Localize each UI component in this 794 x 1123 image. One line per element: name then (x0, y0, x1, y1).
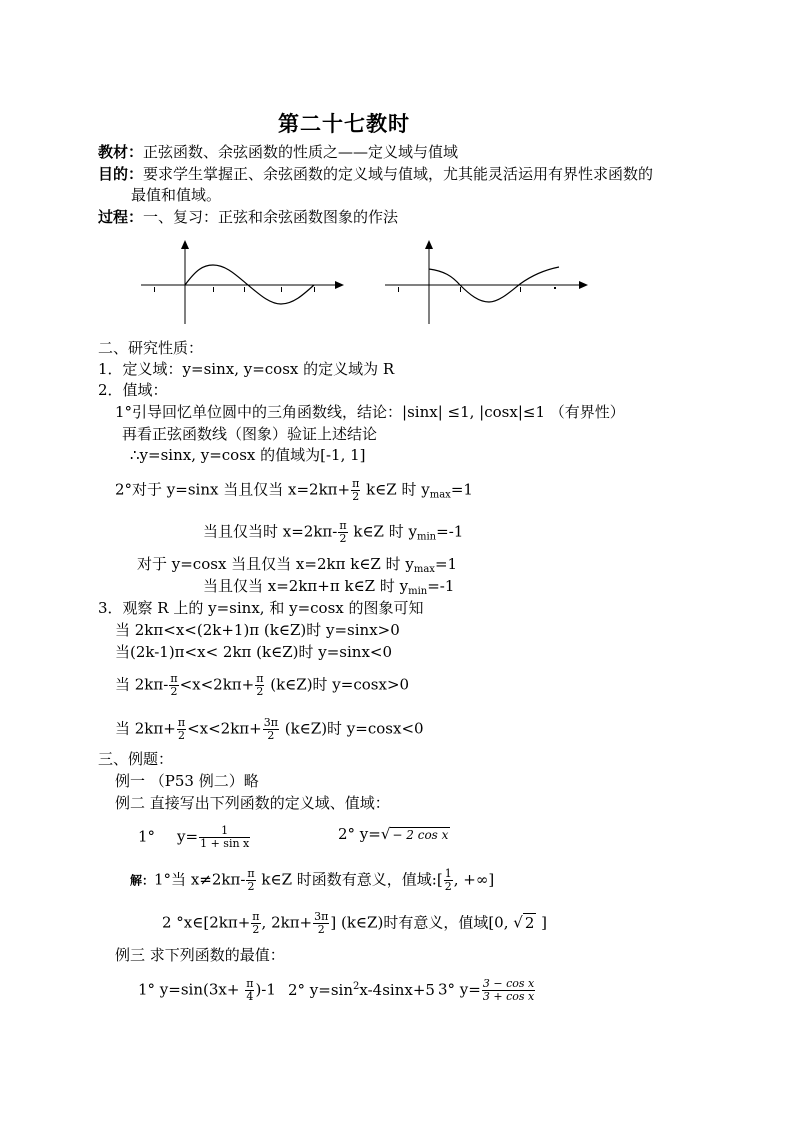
fraction: $\frac{\pi}{2}$ (352, 477, 360, 503)
textbook-label: 教材： (98, 143, 144, 161)
textbook-line (98, 143, 458, 161)
example-3-item-3: 3° y= $\frac{\text{3 − cos x}}{\text{3 + cos x}}$ (438, 977, 535, 1003)
range-line-1: 1°引导回忆单位圆中的三角函数线，结论：|sinx| ≤1, |cosx|≤1 （有界性） (115, 403, 625, 421)
sqrt-sign: √ (380, 825, 391, 843)
domain-line: 1．定义域：y=sinx, y=cosx 的定义域为 R (98, 360, 395, 378)
cosine-graph (382, 240, 592, 325)
fraction: $\frac{\pi}{2}$ (252, 910, 260, 936)
process-text: 一、复习：正弦和余弦函数图象的作法 (143, 208, 399, 226)
y-axis-arrow (181, 240, 189, 249)
fraction: $\frac{\pi}{2}$ (339, 519, 347, 545)
solution-1: 解：1°当 x≠2kπ- $\frac{\pi}{2}$ k∈Z 时函数有意义，值域:[ $\frac{1}{2}$ , +∞] (130, 867, 495, 893)
tick-marks (398, 287, 556, 292)
sign-title: 3．观察 R 上的 y=sinx, 和 y=cosx 的图象可知 (98, 599, 424, 617)
sine-graph (138, 240, 348, 325)
x-axis-arrow (335, 281, 344, 289)
cos-max-line: 对于 y=cosx 当且仅当 x=2kπ k∈Z 时 $y_{max}=1$ (137, 555, 458, 575)
fraction: $\frac{\pi}{2}$ (170, 672, 178, 698)
fraction: $\frac{\pi}{2}$ (256, 672, 264, 698)
example-3: 例三 求下列函数的最值： (115, 946, 285, 964)
tick-marks (154, 287, 315, 292)
example-3-item-1: 1° y=sin(3x+ $\frac{\pi}{4}$ )-1 (138, 977, 276, 1003)
sign-line-2: 当(2k-1)π<x< 2kπ (k∈Z)时 y=sinx<0 (115, 643, 393, 661)
sqrt-sign: √ (513, 913, 523, 932)
process-line (98, 208, 398, 226)
example-2: 例二 直接写出下列函数的定义域、值域： (115, 794, 390, 812)
cos-min-line: 当且仅当 x=2kπ+π k∈Z 时 $y_{min}=-1$ (203, 577, 455, 597)
sin-max-line: 2°对于 y=sinx 当且仅当 x=2kπ+ $\frac{\pi}{2}$ k∈Z 时 $y_{max}=1$ (115, 477, 473, 503)
page-title: 第二十七教时 (278, 111, 410, 136)
range-title: 2．值域： (98, 381, 168, 399)
goal-line-2: 最值和值域。 (131, 186, 222, 204)
x-axis-arrow (579, 281, 588, 289)
sign-line-4: 当 2kπ+ $\frac{\pi}{2}$ <x<2kπ+ $\frac{3\pi}{2}$ (k∈Z)时 y=cosx<0 (115, 716, 424, 742)
goal-text: 要求学生掌握正、余弦函数的定义域与值域，尤其能灵活运用有界性求函数的 (143, 165, 654, 183)
example-3-item-2: 2° $y=\sin^2x-4\sin x+5$ (288, 981, 435, 999)
fraction: $\frac{\text{3 − cos x}}{\text{3 + cos x}}$ (482, 977, 535, 1003)
fraction: $\frac{1}{2}$ (444, 867, 452, 893)
range-line-2: 再看正弦函数线（图象）验证上述结论 (122, 425, 378, 443)
fraction: $\frac{3\pi}{2}$ (314, 910, 329, 936)
goal-label: 目的： (98, 165, 144, 183)
process-label: 过程： (98, 208, 144, 226)
sin-min-line: 当且仅当时 x=2kπ- $\frac{\pi}{2}$ k∈Z 时 $y_{min}=-1$ (203, 519, 464, 545)
example-1: 例一 （P53 例二）略 (115, 772, 259, 790)
fraction: $\frac{3\pi}{2}$ (263, 716, 278, 742)
section-3-heading: 三、例题： (98, 750, 174, 768)
sign-line-3: 当 2kπ- $\frac{\pi}{2}$ <x<2kπ+ $\frac{\pi}{2}$ (k∈Z)时 y=cosx>0 (115, 672, 410, 698)
sign-line-1: 当 2kπ<x<(2k+1)π (k∈Z)时 y=sinx>0 (115, 621, 400, 639)
goal-line (98, 165, 653, 183)
range-line-3: ∴y=sinx, y=cosx 的值域为[-1, 1] (130, 446, 366, 464)
example-2-item-2: 2° y=√ − 2 cos x (338, 825, 449, 843)
fraction: $\frac{\pi}{2}$ (247, 867, 255, 893)
y-axis-arrow (425, 240, 433, 249)
solution-2: 2 °x∈[2kπ+ $\frac{\pi}{2}$ , 2kπ+ $\frac{3\pi}{2}$ ] (k∈Z)时有意义，值域[0, √ 2 ] (162, 910, 547, 936)
fraction: $\frac{1}{\text{1 + sin x}}$ (200, 824, 250, 850)
example-2-item-1: 1° y= $\frac{1}{\text{1 + sin x}}$ (138, 824, 250, 850)
fraction: $\frac{\pi}{4}$ (246, 977, 254, 1003)
textbook-text: 正弦函数、余弦函数的性质之——定义域与值域 (143, 143, 459, 161)
fraction: $\frac{\pi}{2}$ (177, 716, 186, 742)
section-2-heading: 二、研究性质： (98, 339, 204, 357)
